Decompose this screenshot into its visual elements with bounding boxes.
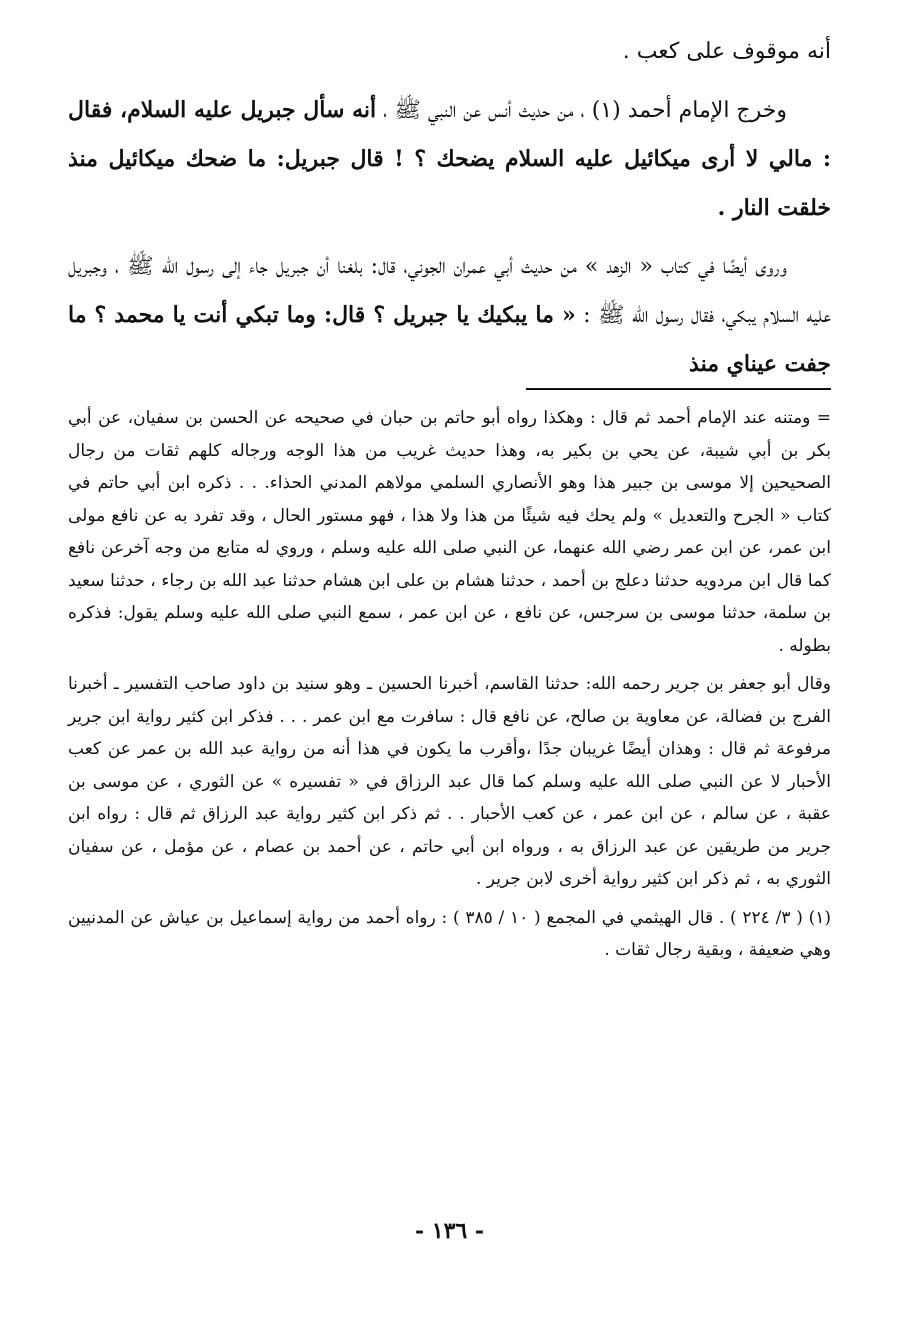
hadith-text: أنه سأل جبريل عليه السلام، فقال : مالي لا أرى ميكائيل عليه السلام يضحك ؟ ! قال جبريل: ما ضحك ميكائيل منذ خلقت النار . [68, 97, 831, 221]
footnotes [68, 402, 831, 967]
footnote-1: (١) ( ٣/ ٢٢٤ ) . قال الهيثمي في المجمع ( ١٠ / ٣٨٥ ) : رواه أحمد من رواية إسماعيل بن عياش عن المدنيين وهي ضعيفة ، وبقية رجال ثقات . [68, 907, 831, 960]
hadith-text: « ما يبكيك يا جبريل ؟ قال: وما تبكي أنت يا محمد ؟ ما جفت عيناي منذ [68, 302, 831, 377]
footnote-ibn-jarir: وقال أبو جعفر بن جرير رحمه الله: حدثنا القاسم، أخبرنا الحسين ـ وهو سنيد بن داود صاحب التفسير ـ أخبرنا الفرج بن فضالة، عن معاوية بن صالح، عن نافع قال : سافرت مع ابن عمر . . . فذكر ابن كثير رواية ابن جرير مرفوعة ثم قال : وهذان أيضًا غريبان جدًا ،وأقرب ما يكون في هذا أنه من رواية عبد الله بن عمر عن كعب الأحبار لا عن النبي صلى الله عليه وسلم كما قال عبد الرزاق في « تفسيره » عن الثوري ، عن موسى بن عقبة ، عن سالم ، عن ابن عمر ، عن كعب الأحبار . . ثم ذكر ابن كثير رواية عبد الرزاق ثم قال : رواه ابن جرير من طريقين عن عبد الرزاق به ، ورواه ابن أبي حاتم ، عن أحمد بن عصام ، عن مؤمل ، عن سفيان الثوري به ، ثم ذكر ابن كثير رواية أخرى لابن جرير . [68, 674, 831, 889]
footnote-continuation: = ومتنه عند الإمام أحمد ثم قال : وهكذا رواه أبو حاتم بن حبان في صحيحه عن الحسن بن سفيان، عن أبي بكر بن أبي شيبة، عن يحي بن بكير به، وهذا حديث غريب من هذا الوجه ورجاله كلهم ثقات من رجال الصحيحين إلا موسى بن جبير هذا وهو الأنصاري السلمي مولاهم المدني الحذاء. . . ذكره ابن أبي حاتم في كتاب « الجرح والتعديل » ولم يحك فيه شيئًا من هذا ولا هذا ، فهو مستور الحال ، وقد تفرد به عن نافع مولى ابن عمر، عن ابن عمر رضي الله عنهما، عن النبي صلى الله عليه وسلم ، وروي له متابع من وجه آخرعن نافع كما قال ابن مردويه حدثنا دعلج بن أحمد ، حدثنا هشام بن على ابن هشام حدثنا عبد الله بن رجاء ، حدثنا سعيد بن سلمة، حدثنا موسى بن سرجس، عن نافع ، عن ابن عمر ، سمع النبي صلى الله عليه وسلم يقول: فذكره بطوله . [68, 408, 831, 656]
page-number: - ١٣٦ - [414, 1218, 485, 1244]
footnote-separator [526, 388, 831, 390]
paragraph-hadith-anas [68, 86, 831, 233]
continuation-line: أنه موقوف على كعب . [622, 39, 831, 64]
main-text [68, 28, 831, 389]
paragraph-intro: وخرج الإمام أحمد (١) ، من حديث أنس عن النبي ﷺ ، [383, 98, 787, 123]
paragraph-zuhd [68, 243, 831, 389]
paragraph-intro: وروى أيضًا في كتاب « الزهد » من حديث أبي عمران الجوني، قال: بلغنا أن جبريل جاء إلى رسول الله ﷺ ، وجبريل عليه السلام يبكي، فقال رسول الله ﷺ : [68, 254, 832, 328]
